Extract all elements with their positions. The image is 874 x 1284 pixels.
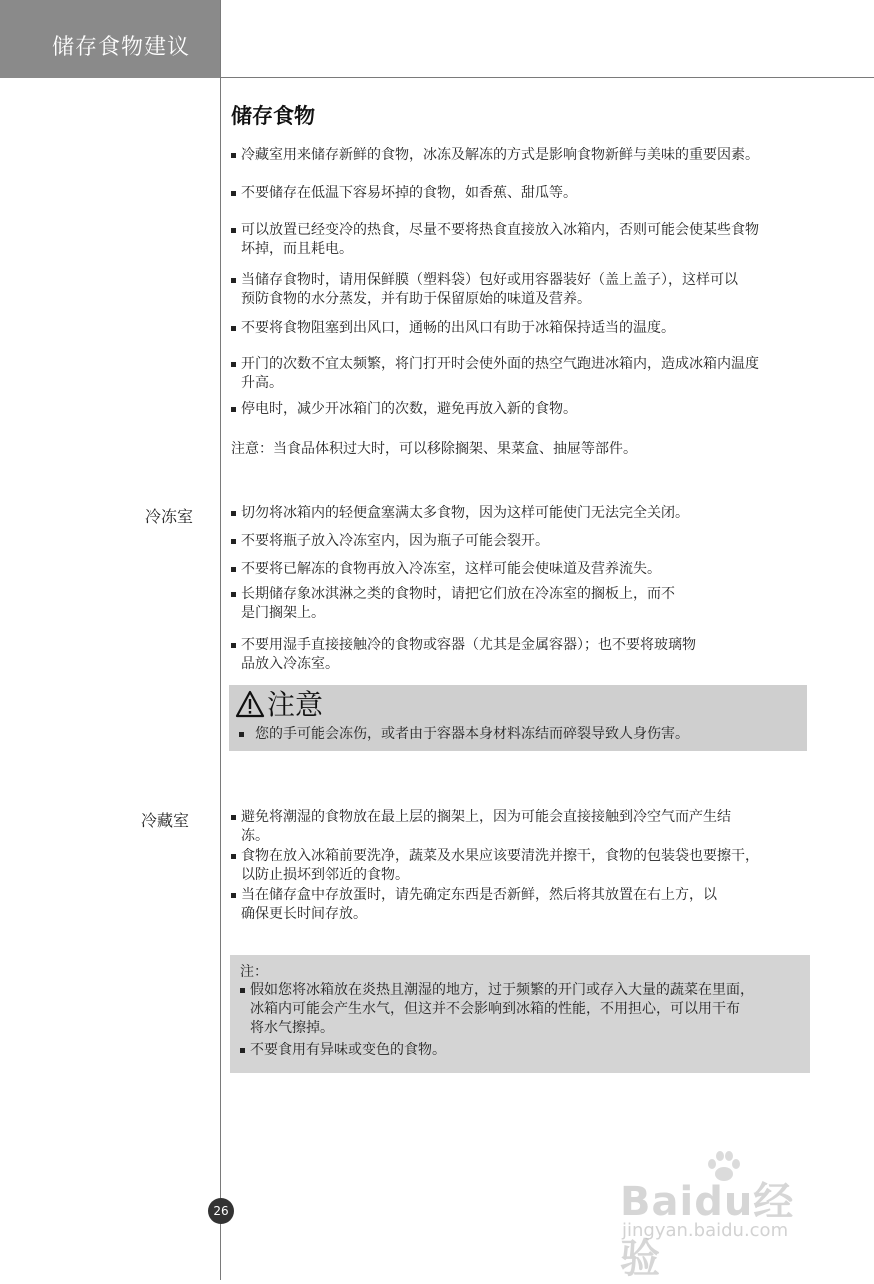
list-item: 当在储存盒中存放蛋时，请先确定东西是否新鲜，然后将其放置在右上方，以 确保更长时间存放。: [231, 886, 831, 924]
bullet-icon: [239, 732, 244, 737]
bullet-icon: [231, 153, 236, 158]
storage-note: 注意：当食品体积过大时，可以移除搁架、果菜盒、抽屉等部件。: [231, 441, 637, 457]
list-item: 长期储存象冰淇淋之类的食物时，请把它们放在冷冻室的搁板上，而不 是门搁架上。: [231, 585, 831, 623]
bullet-icon: [231, 228, 236, 233]
list-item: 不要用湿手直接接触冷的食物或容器（尤其是金属容器）；也不要将玻璃物 品放入冷冻室。: [231, 636, 831, 674]
note-title: 注：: [240, 964, 268, 980]
list-item: 不要将已解冻的食物再放入冷冻室，这样可能会使味道及营养流失。: [231, 560, 831, 579]
bullet-icon: [231, 407, 236, 412]
bullet-icon: [231, 592, 236, 597]
list-item: 不要将食物阻塞到出风口，通畅的出风口有助于冰箱保持适当的温度。: [231, 319, 831, 338]
caution-text: 您的手可能会冻伤，或者由于容器本身材料冻结而碎裂导致人身伤害。: [239, 725, 689, 744]
watermark: [612, 1150, 832, 1282]
list-item: 避免将潮湿的食物放在最上层的搁架上，因为可能会直接接触到冷空气而产生结 冻。: [231, 808, 831, 846]
bullet-icon: [231, 643, 236, 648]
side-label-fridge: 冷藏室: [141, 811, 190, 830]
bullet-icon: [231, 511, 236, 516]
header-divider: [220, 77, 874, 78]
watermark-brand: Baidu经验: [620, 1179, 795, 1282]
note-box: [230, 955, 810, 1073]
bullet-icon: [240, 1048, 245, 1053]
warning-triangle-icon: [235, 690, 265, 718]
page-number: 26: [208, 1198, 234, 1224]
page-header-title: 储存食物建议: [52, 35, 191, 60]
list-item: 冷藏室用来储存新鲜的食物，冰冻及解冻的方式是影响食物新鲜与美味的重要因素。: [231, 146, 831, 165]
bullet-icon: [231, 326, 236, 331]
bullet-icon: [240, 988, 245, 993]
bullet-icon: [231, 362, 236, 367]
list-item: 可以放置已经变冷的热食，尽量不要将热食直接放入冰箱内，否则可能会使某些食物 坏掉，而且耗电。: [231, 221, 831, 259]
list-item: 不要储存在低温下容易坏掉的食物，如香蕉、甜瓜等。: [231, 184, 831, 203]
list-item: 切勿将冰箱内的轻便盒塞满太多食物，因为这样可能使门无法完全关闭。: [231, 504, 831, 523]
list-item: 停电时，减少开冰箱门的次数，避免再放入新的食物。: [231, 400, 831, 419]
bullet-icon: [231, 567, 236, 572]
list-item: 不要食用有异味或变色的食物。: [240, 1041, 810, 1060]
list-item: 食物在放入冰箱前要洗净，蔬菜及水果应该要清洗并擦干，食物的包装袋也要擦干， 以防止损坏到邻近的食物。: [231, 847, 831, 885]
list-item: 开门的次数不宜太频繁，将门打开时会使外面的热空气跑进冰箱内，造成冰箱内温度 升高。: [231, 355, 831, 393]
bullet-icon: [231, 815, 236, 820]
bullet-icon: [231, 854, 236, 859]
caution-heading: 注意: [235, 689, 323, 721]
list-item: 不要将瓶子放入冷冻室内，因为瓶子可能会裂开。: [231, 532, 831, 551]
side-label-freezer: 冷冻室: [145, 507, 194, 526]
caution-box: [229, 685, 807, 751]
list-item: 当储存食物时，请用保鲜膜（塑料袋）包好或用容器装好（盖上盖子），这样可以 预防食物的水分蒸发，并有助于保留原始的味道及营养。: [231, 271, 831, 309]
bullet-icon: [231, 893, 236, 898]
bullet-icon: [231, 539, 236, 544]
list-item: 假如您将冰箱放在炎热且潮湿的地方，过于频繁的开门或存入大量的蔬菜在里面， 冰箱内可能会产生水气，但这并不会影响到冰箱的性能，不用担心，可以用干布 将水气擦掉。: [240, 981, 810, 1038]
vertical-divider: [220, 0, 221, 1280]
watermark-url: jingyan.baidu.com: [622, 1220, 789, 1241]
bullet-icon: [231, 191, 236, 196]
bullet-icon: [231, 278, 236, 283]
section-title-storage: 储存食物: [231, 104, 315, 128]
